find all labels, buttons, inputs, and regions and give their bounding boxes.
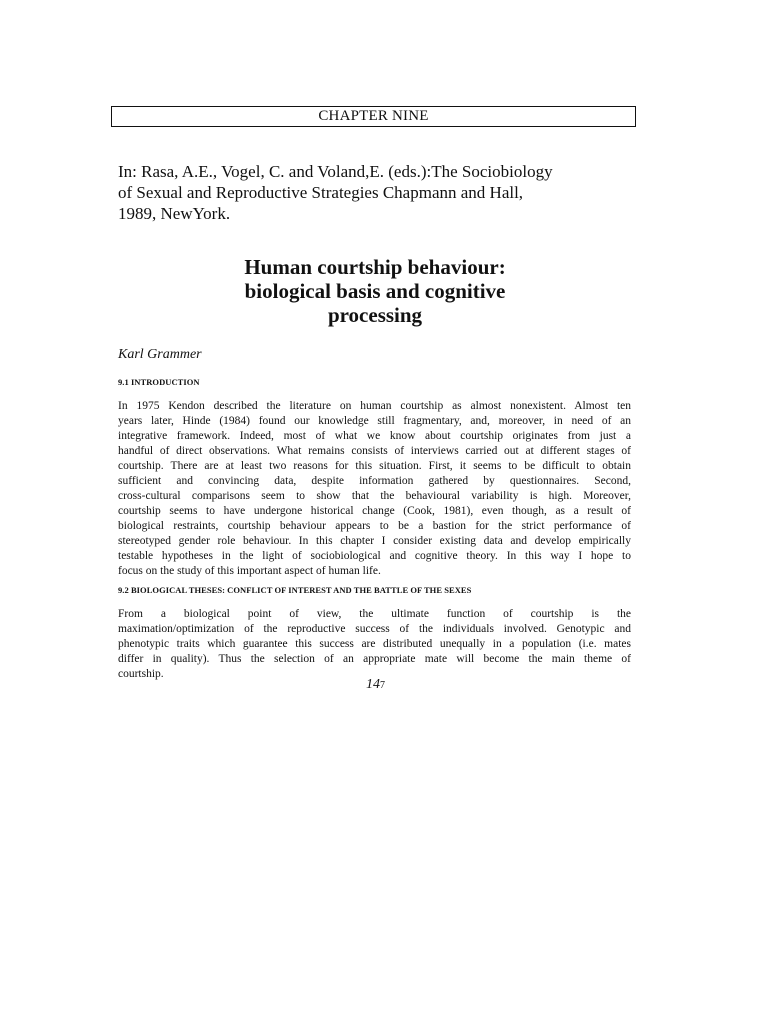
section-heading-introduction: 9.1 INTRODUCTION	[118, 377, 200, 387]
paragraph-line: From a biological point of view, the ultimate function of courtship is the	[118, 608, 631, 620]
title-line: processing	[327, 303, 423, 327]
section-heading-biological-theses: 9.2 BIOLOGICAL THESES: CONFLICT OF INTEREST AND THE BATTLE OF THE SEXES	[118, 585, 472, 595]
page-number	[366, 676, 385, 694]
paragraph-line: focus on the study of this important aspect of human life.	[118, 565, 381, 577]
paragraph-line: In 1975 Kendon described the literature on human courtship as almost nonexistent. Almost ten	[118, 400, 631, 412]
paragraph-line: cross-cultural comparisons seem to show that the behavioural variability is high. Moreover,	[118, 490, 631, 502]
paragraph-line: phenotypic traits which guarantee this success are distributed unequally in a population (i.e. mates	[118, 638, 631, 650]
chapter-label: CHAPTER NINE	[318, 108, 429, 124]
author-name: Karl Grammer	[118, 347, 202, 362]
chapter-title	[150, 255, 600, 327]
paragraph-line: integrative framework. Indeed, most of what we know about courtship originates from just a	[118, 430, 631, 442]
paragraph-line: biological restraints, courtship behaviour appears to be a bastion for the strict performance of	[118, 520, 631, 532]
paragraph-line: differ in quality). Thus the selection of an appropriate mate will become the main theme of	[118, 653, 631, 665]
paragraph-line: courtship.	[118, 668, 164, 680]
introduction-paragraph	[118, 399, 631, 579]
paragraph-line: stereotyped gender role behaviour. In this chapter I consider existing data and develop empirically	[118, 535, 631, 547]
page-number-sub: 7	[380, 680, 385, 691]
citation-line: of Sexual and Reproductive Strategies Chapmann and Hall,	[118, 183, 524, 202]
citation-block	[118, 161, 638, 224]
paragraph-line: courtship. There are at least two reasons for this situation. First, it seems to be difficult to obtain	[118, 460, 631, 472]
paragraph-line: sufficient and convincing data, despite information gathered by questionnaires. Second,	[118, 475, 631, 487]
paragraph-line: testable hypotheses in the light of sociobiological and cognitive theory. In this way I hope to	[118, 550, 631, 562]
citation-line: 1989, NewYork.	[118, 204, 231, 223]
paragraph-line: handful of direct observations. What remains consists of interviews carried out at different stages of	[118, 445, 631, 457]
paragraph-line: courtship seems to have undergone historical change (Cook, 1981), even though, as a result of	[118, 505, 631, 517]
chapter-heading-box	[111, 106, 636, 127]
citation-line: In: Rasa, A.E., Vogel, C. and Voland,E. (eds.):The Sociobiology	[118, 162, 553, 181]
biological-theses-paragraph	[118, 607, 631, 682]
title-line: biological basis and cognitive	[244, 279, 506, 303]
paragraph-line: years later, Hinde (1984) found our knowledge still fragmentary, and, moreover, in need of an	[118, 415, 631, 427]
page-number-main: 14	[366, 677, 380, 692]
paragraph-line: maximation/optimization of the reproductive success of the individuals involved. Genotypic and	[118, 623, 631, 635]
title-line: Human courtship behaviour:	[244, 255, 506, 279]
